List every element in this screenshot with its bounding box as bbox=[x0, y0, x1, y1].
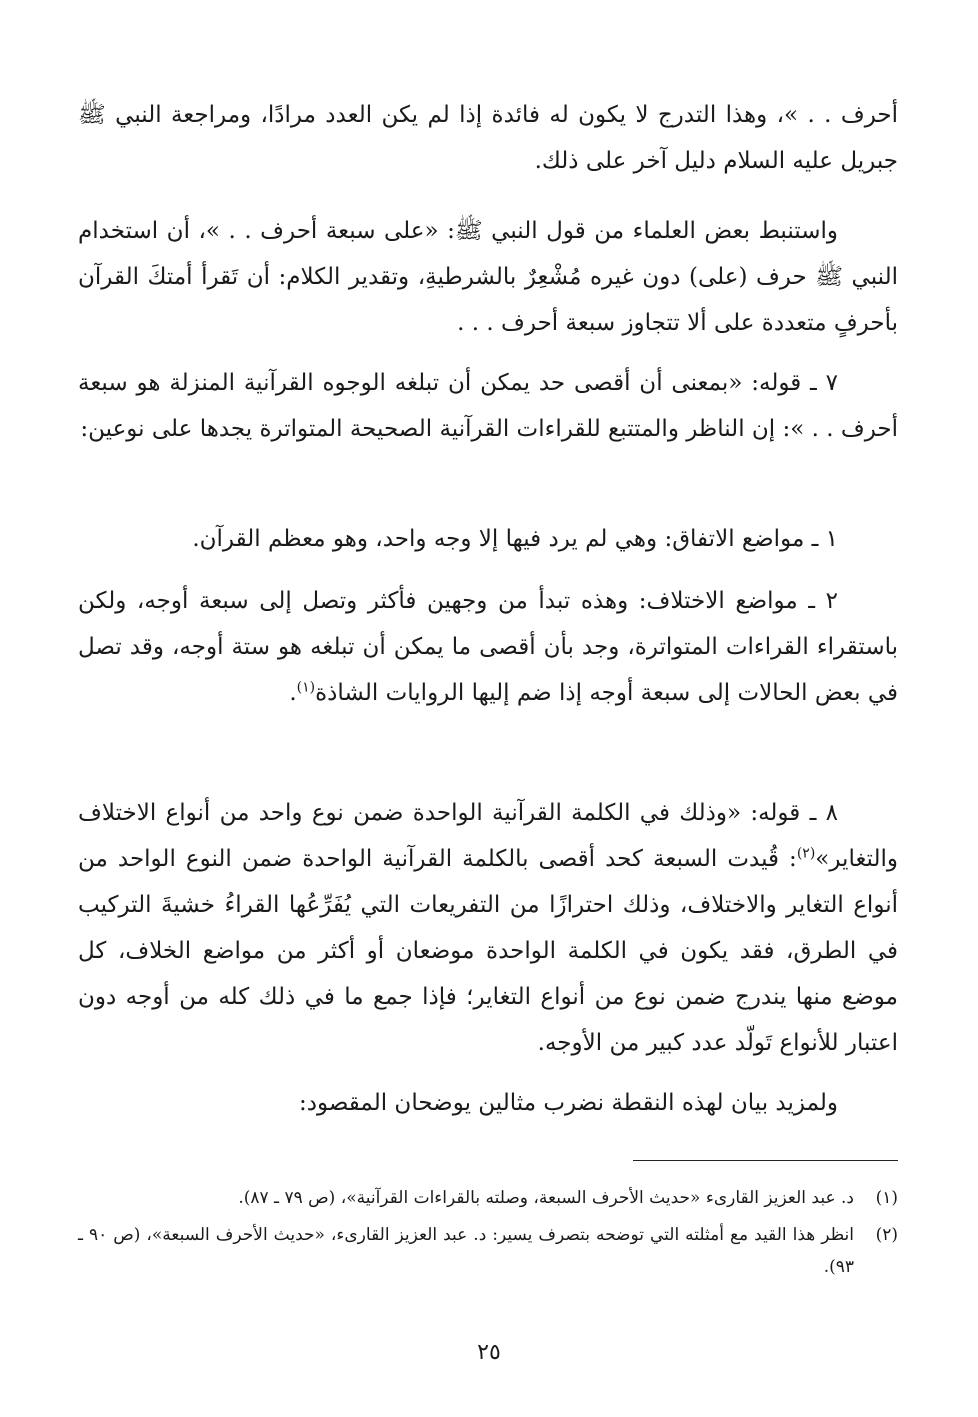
page-number: ٢٥ bbox=[477, 1340, 501, 1365]
paragraph-examples-intro: ولمزيد بيان لهذه النقطة نضرب مثالين يوضحان المقصود: bbox=[298, 1090, 838, 1116]
list-item-disagreement-end: . bbox=[289, 680, 297, 706]
footnote-1-text: د. عبد العزيز القارىء «حديث الأحرف السبعة، وصلته بالقراءات القرآنية»، (ص ٧٩ ـ ٨٧). bbox=[238, 1188, 854, 1208]
footnote-ref-2[interactable]: (٢) bbox=[796, 845, 816, 862]
paragraph-point-8-body: : قُيدت السبعة كحد أقصى بالكلمة القرآنية الواحدة ضمن النوع الواحد من أنواع التغاير والاختلاف، وذلك احترازًا من التفريعات التي يُفَرِّعُها القراءُ خشيةَ التركيب في الطرق، فقد يكون في الكلمة الواحدة موضعان أو أكثر من مواضع الخلاف، كل موضع منها يندرج ضمن نوع من أنواع التغاير؛ فإذا جمع ما في ذلك كله من أوجه دون اعتبار للأنواع تَولّد عدد كبير من الأوجه. bbox=[78, 846, 898, 1056]
footnote-separator bbox=[633, 1160, 898, 1161]
list-item-disagreement-text: ٢ ـ مواضع الاختلاف: وهذه تبدأ من وجهين فأكثر وتصل إلى سبعة أوجه، ولكن باستقراء القراءات المتواترة، وجد بأن أقصى ما يمكن أن تبلغه هو ستة أوجه، وقد تصل في بعض الحالات إلى سبعة أوجه إذا ضم إليها الروايات الشاذة bbox=[78, 588, 898, 706]
footnote-1 bbox=[78, 1182, 898, 1214]
footnote-1-number: (١) bbox=[875, 1188, 898, 1208]
paragraph-deduction: واستنبط بعض العلماء من قول النبي ﷺ: «على سبعة أحرف . . »، أن استخدام النبي ﷺ حرف (على) دون غيره مُشْعِرٌ بالشرطيةِ، وتقدير الكلام: أن تَقرأ أمتكَ القرآن بأحرفٍ متعددة على ألا تتجاوز سبعة أحرف . . . bbox=[78, 218, 898, 336]
footnote-2 bbox=[78, 1219, 898, 1283]
footnote-ref-1[interactable]: (١) bbox=[296, 679, 316, 696]
paragraph-point-7: ٧ ـ قوله: «بمعنى أن أقصى حد يمكن أن تبلغه الوجوه القرآنية المنزلة هو سبعة أحرف . . »: إن الناظر والمتتبع للقراءات القرآنية الصحيحة المتواترة يجدها على نوعين: bbox=[78, 370, 898, 442]
list-item-agreement: ١ ـ مواضع الاتفاق: وهي لم يرد فيها إلا وجه واحد، وهو معظم القرآن. bbox=[192, 526, 838, 552]
paragraph-point-8 bbox=[78, 790, 898, 1066]
list-item-disagreement bbox=[78, 578, 898, 716]
footnote-2-text: انظر هذا القيد مع أمثلته التي توضحه بتصرف يسير: د. عبد العزيز القارىء، «حديث الأحرف السبعة»، (ص ٩٠ ـ ٩٣). bbox=[78, 1225, 854, 1277]
paragraph-continuation: أحرف . . »، وهذا التدرج لا يكون له فائدة إذا لم يكن العدد مرادًا، ومراجعة النبي ﷺ جبريل عليه السلام دليل آخر على ذلك. bbox=[78, 102, 898, 174]
paragraph-point-8-quote: ٨ ـ قوله: «وذلك في الكلمة القرآنية الواحدة ضمن نوع واحد من أنواع الاختلاف والتغاير» bbox=[78, 800, 898, 872]
footnote-2-number: (٢) bbox=[875, 1225, 898, 1245]
